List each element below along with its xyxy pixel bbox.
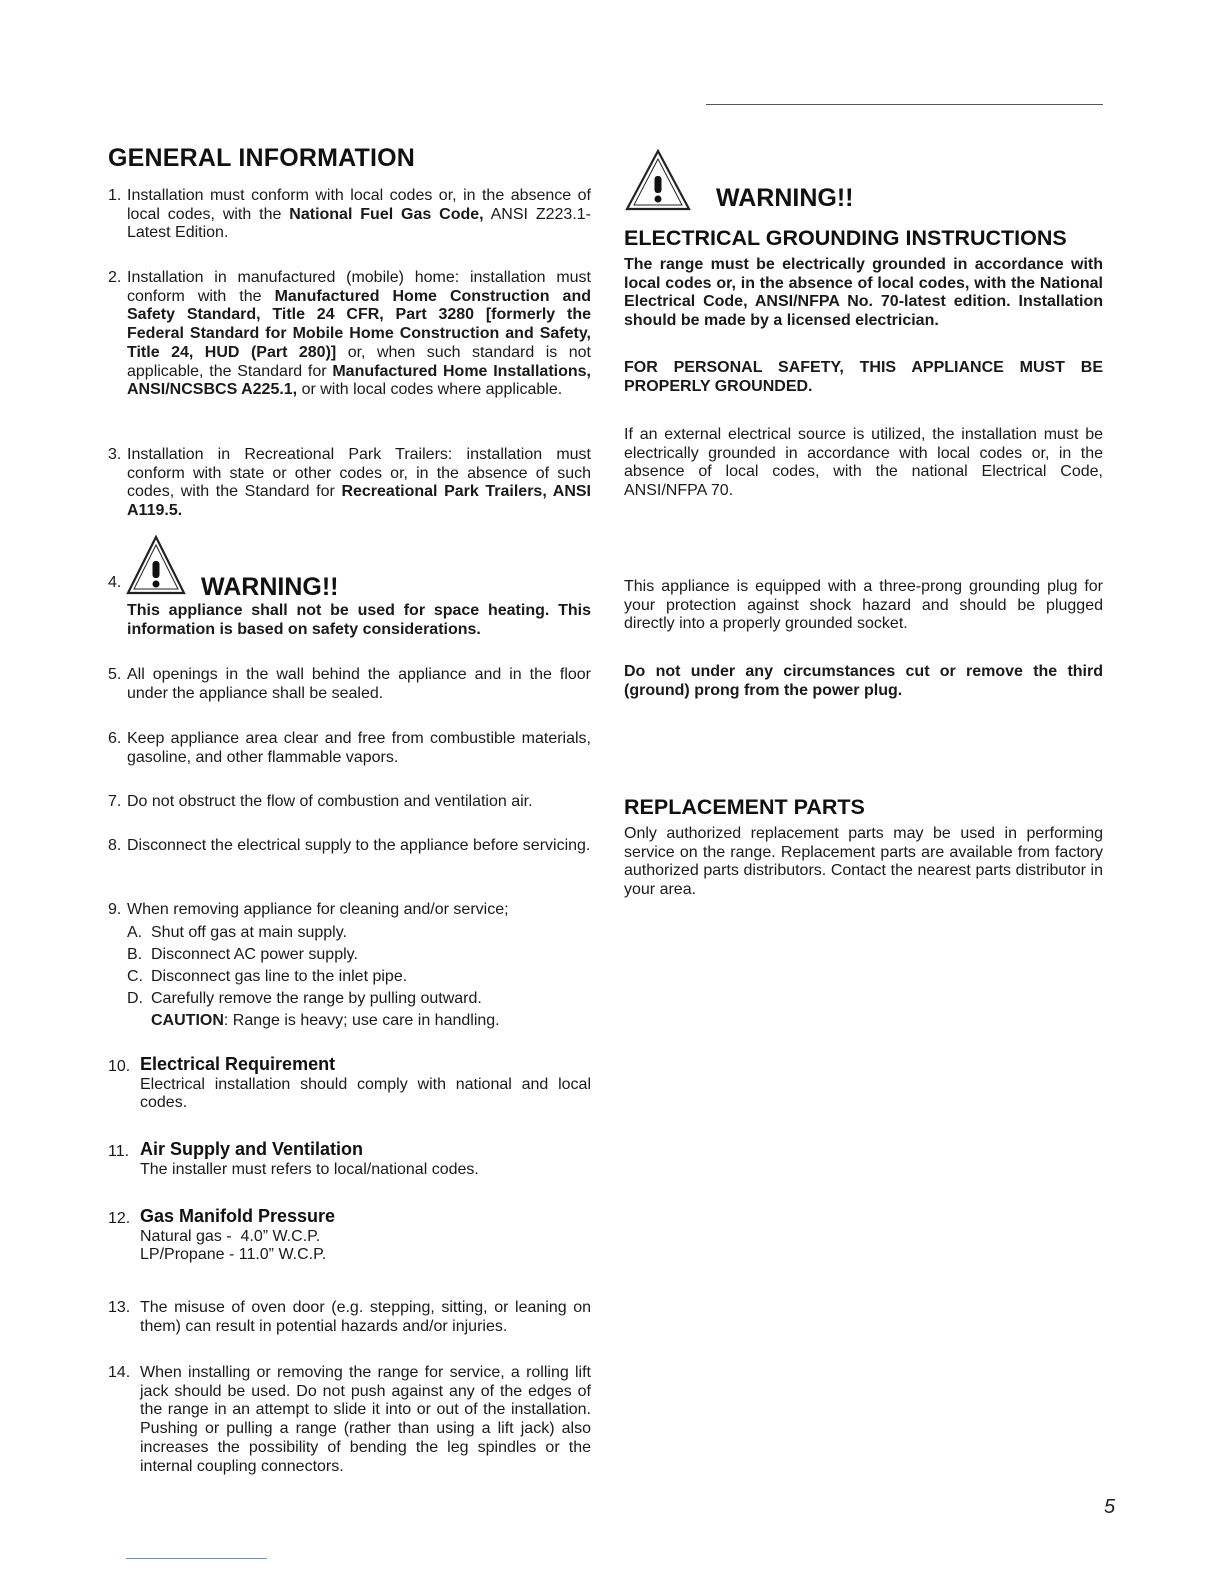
gas-manifold-title: Gas Manifold Pressure [140,1206,336,1226]
step-b: B. Disconnect AC power supply. [127,945,358,963]
list-item-6: 6. Keep appliance area clear and free from combustible materials, gasoline, and other flammable vapors. [108,730,591,766]
step-c: C. Disconnect gas line to the inlet pipe. [127,967,408,985]
air-supply-title: Air Supply and Ventilation [140,1139,364,1159]
grounding-heading: ELECTRICAL GROUNDING INSTRUCTIONS [624,226,1067,250]
list-item-9: 9. When removing appliance for cleaning and/or service; A. Shut off gas at main supply. B. Disconnect AC power supply. C. Disconnect gas line to the inlet pipe. D. Carefully remove the range by pulling outward. CAUTION: Range is heavy; use care in handling. [108,901,591,1032]
grounding-paragraph-1: The range must be electrically grounded in accordance with local codes or, in the absence of local codes, with the National Electrical Code, ANSI/NFPA No. 70-latest edition. Installation should be made by a licensed electrician. [624,256,1103,330]
warning-triangle-icon [125,534,187,596]
list-item-3: 3. Installation in Recreational Park Trailers: installation must conform with state or other codes or, in the absence of such codes, with the Standard for Recreational Park Trailers, ANSI A119.5. [108,446,591,520]
page-number: 5 [1104,1496,1116,1518]
list-item-8: 8. Disconnect the electrical supply to the appliance before servicing. [108,837,591,854]
replacement-parts-heading: REPLACEMENT PARTS [624,795,865,819]
step-a: A. Shut off gas at main supply. [127,923,347,941]
list-item-1: 1. Installation must conform with local codes or, in the absence of local codes, with the National Fuel Gas Code, ANSI Z223.1-Latest Edition. [108,187,591,242]
plug-paragraph-2: Do not under any circumstances cut or remove the third (ground) prong from the power plug. [624,663,1103,699]
list-item-5: 5. All openings in the wall behind the appliance and in the floor under the appliance shall be sealed. [108,666,591,702]
step-d: D. Carefully remove the range by pulling outward. [127,989,482,1007]
list-item-12: 12. Gas Manifold Pressure Natural gas - 4.0” W.C.P. LP/Propane - 11.0” W.C.P. [108,1207,591,1265]
list-item-14: 14. When installing or removing the range for service, a rolling lift jack should be used. Do not push against any of the edges of the range in an attempt to slide it into or out of the installation. Pushing or pulling a range (rather than using a lift jack) also increases the possibility of bending the leg spindles or the internal coupling connectors. [108,1364,591,1475]
list-item-2: 2. Installation in manufactured (mobile) home: installation must conform with the Manufactured Home Construction and Safety Standard, Title 24 CFR, Part 3280 [formerly the Federal Standard for Mobile Home Construction and Safety, Title 24, HUD (Part 280)] or, when such standard is not applicable, the Standard for Manufactured Home Installations, ANSI/NCSBCS A225.1, or with local codes where applicable. [108,269,592,399]
grounding-paragraph-2: FOR PERSONAL SAFETY, THIS APPLIANCE MUST BE PROPERLY GROUNDED. [624,359,1103,395]
warning-label: WARNING!! [201,573,339,602]
warning-label: WARNING!! [716,184,854,212]
caution-note: CAUTION: Range is heavy; use care in handling. [151,1011,500,1029]
plug-paragraph-1: This appliance is equipped with a three-prong grounding plug for your protection against shock hazard and should be plugged directly into a properly grounded socket. [624,578,1103,633]
footer-rule [126,1558,267,1559]
grounding-warning-block [624,148,853,212]
header-rule [706,104,1103,105]
grounding-paragraph-3: If an external electrical source is utilized, the installation must be electrically grounded in accordance with local codes or, in the absence of local codes, with the national Electrical Code, ANSI/NFPA 70. [624,426,1103,500]
list-item-10: 10. Electrical Requirement Electrical installation should comply with national and local codes. [108,1054,591,1112]
list-item-7: 7. Do not obstruct the flow of combustion and ventilation air. [108,793,533,810]
replacement-parts-paragraph: Only authorized replacement parts may be used in performing service on the range. Replacement parts are available from factory authorized parts distributors. Contact the nearest parts distributor in your area. [624,825,1103,899]
general-information-heading: GENERAL INFORMATION [108,144,416,172]
removal-steps [127,922,591,1032]
list-item-13: 13. The misuse of oven door (e.g. stepping, sitting, or leaning on them) can result in potential hazards and/or injuries. [108,1299,591,1335]
warning-block [125,534,339,602]
warning-triangle-icon [624,148,692,212]
electrical-requirement-title: Electrical Requirement [140,1054,336,1074]
list-item-11: 11. Air Supply and Ventilation The installer must refers to local/national codes. [108,1140,591,1179]
